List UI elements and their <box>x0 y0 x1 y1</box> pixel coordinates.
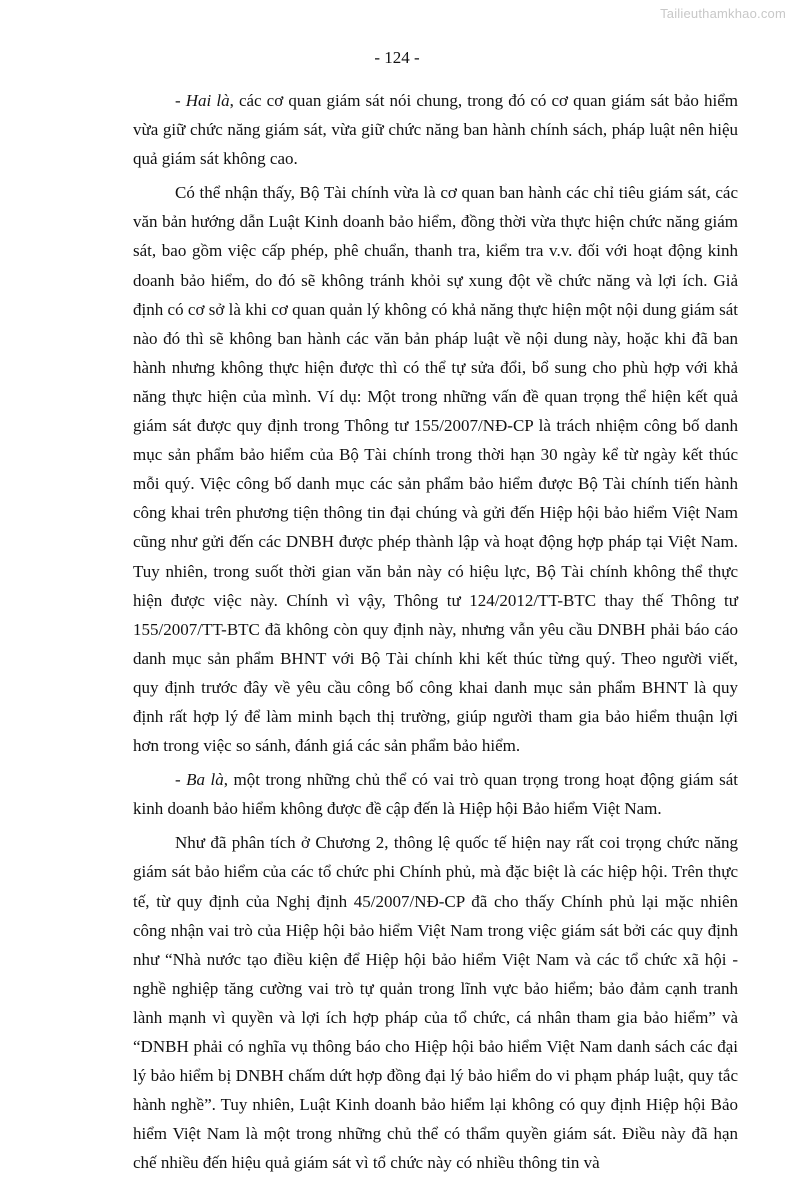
paragraph-lead: - Ba là <box>175 770 224 790</box>
page-number: - 124 - <box>374 48 420 67</box>
paragraph-lead: - Hai là <box>175 91 230 110</box>
paragraph-text: , các cơ quan giám sát nói chung, trong đó có cơ quan giám sát bảo hiểm vừa giữ chức năng giám sát, vừa giữ chức năng ban hành chính sách, pháp luật nên hiệu quả giám sát không cao. <box>133 91 738 169</box>
paragraph-hiep-hoi <box>133 828 738 1177</box>
document-body <box>133 86 738 1177</box>
paragraph-text: , một trong những chủ thể có vai trò quan trọng trong hoạt động giám sát kinh doanh bảo hiểm không được đề cập đến là Hiệp hội Bảo hiểm Việt Nam. <box>133 770 738 819</box>
watermark-text: Tailieuthamkhao.com <box>660 6 786 21</box>
paragraph-ba-la <box>133 765 738 823</box>
paragraph-text: Có thể nhận thấy, Bộ Tài chính vừa là cơ quan ban hành các chỉ tiêu giám sát, các văn bản hướng dẫn Luật Kinh doanh bảo hiểm, đồng thời vừa thực hiện chức năng giám sát, bao gồm việc cấp phép, phê chuẩn, thanh tra, kiểm tra v.v. đối với hoạt động kinh doanh bảo hiểm, do đó sẽ không tránh khỏi sự xung đột về chức năng và lợi ích. Giả định có cơ sở là khi cơ quan quản lý không có khả năng thực hiện một nội dung giám sát nào đó thì sẽ không ban hành các văn bản pháp luật về nội dung này, hoặc khi đã ban hành nhưng không thực hiện được thì có thể tự sửa đổi, bổ sung cho phù hợp với khả năng thực hiện của mình. Ví dụ: Một trong những vấn đề quan trọng thể hiện kết quả giám sát được quy định trong Thông tư 155/2007/NĐ-CP là trách nhiệm công bố danh mục sản phẩm bảo hiểm của Bộ Tài chính trong thời hạn 30 ngày kể từ ngày kết thúc mỗi quý. Việc công bố danh mục các sản phẩm bảo hiểm được Bộ Tài chính tiến hành công khai trên phương tiện thông tin đại chúng và gửi đến Hiệp hội bảo hiểm Việt Nam cũng như gửi đến các DNBH được phép thành lập và hoạt động hợp pháp tại Việt Nam. Tuy nhiên, trong suốt thời gian văn bản này có hiệu lực, Bộ Tài chính không thể thực hiện được việc này. Chính vì vậy, Thông tư 124/2012/TT-BTC thay thế Thông tư 155/2007/TT-BTC đã không còn quy định này, nhưng vẫn yêu cầu DNBH phải báo cáo danh mục sản phẩm BHNT với Bộ Tài chính khi kết thúc từng quý. Theo người viết, quy định trước đây về yêu cầu công bố công khai danh mục sản phẩm BHNT là quy định rất hợp lý để làm minh bạch thị trường, giúp người tham gia bảo hiểm thuận lợi hơn trong việc so sánh, đánh giá các sản phẩm bảo hiểm. <box>133 183 738 756</box>
paragraph-text: Như đã phân tích ở Chương 2, thông lệ quốc tế hiện nay rất coi trọng chức năng giám sát bảo hiểm của các tổ chức phi Chính phủ, mà đặc biệt là các hiệp hội. Trên thực tế, từ quy định của Nghị định 45/2007/NĐ-CP đã cho thấy Chính phủ lại mặc nhiên công nhận vai trò của Hiệp hội bảo hiểm Việt Nam trong việc giám sát bởi các quy định như “Nhà nước tạo điều kiện để Hiệp hội bảo hiểm Việt Nam và các tổ chức xã hội - nghề nghiệp tăng cường vai trò tự quản trong lĩnh vực bảo hiểm; bảo đảm cạnh tranh lành mạnh vì quyền và lợi ích hợp pháp của tổ chức, cá nhân tham gia bảo hiểm” và “DNBH phải có nghĩa vụ thông báo cho Hiệp hội bảo hiểm Việt Nam danh sách các đại lý bảo hiểm bị DNBH chấm dứt hợp đồng đại lý bảo hiểm do vi phạm pháp luật, quy tắc hành nghề”. Tuy nhiên, Luật Kinh doanh bảo hiểm lại không có quy định Hiệp hội Bảo hiểm Việt Nam là một trong những chủ thể có thẩm quyền giám sát. Điều này đã hạn chế nhiều đến hiệu quả giám sát vì tổ chức này có nhiều thông tin và <box>133 833 738 1173</box>
paragraph-hai-la <box>133 86 738 173</box>
paragraph-bo-tai-chinh <box>133 178 738 760</box>
